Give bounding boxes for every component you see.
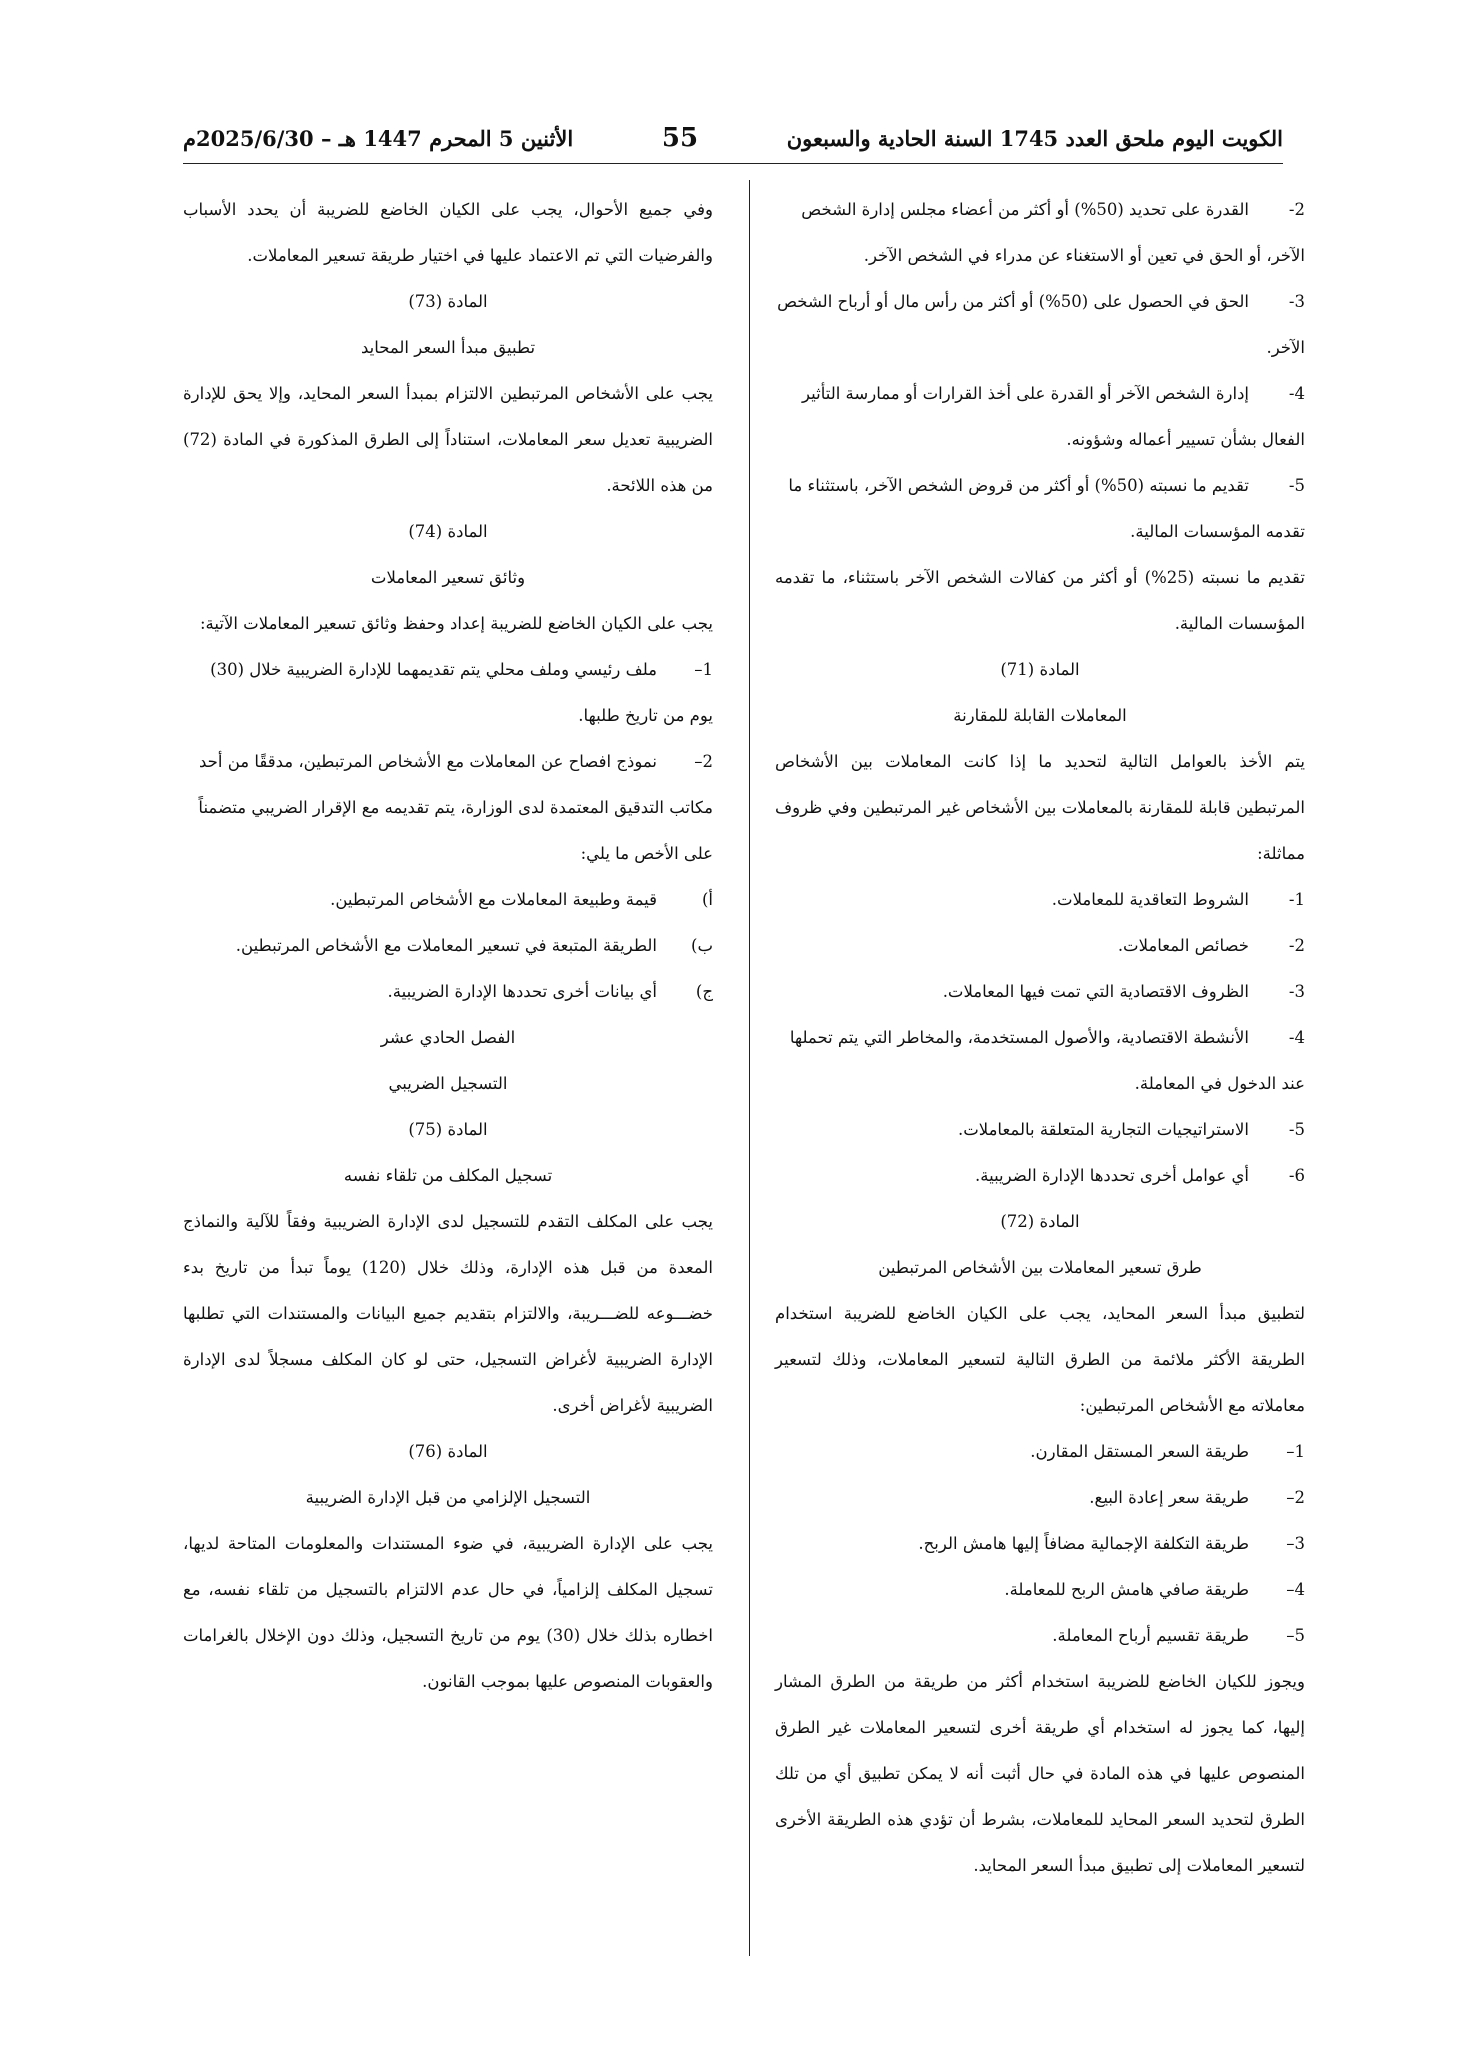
- right-column: [775, 187, 1305, 1889]
- page-header: [183, 118, 1283, 158]
- article-73-text: يجب على الأشخاص المرتبطين الالتزام بمبدأ السعر المحايد، وإلا يحق للإدارة الضريبية تعديل سعر المعاملات، استناداً إلى الطرق المذكورة في المادة (72) من هذه اللائحة.: [183, 384, 713, 495]
- article-73-heading: تطبيق مبدأ السعر المحايد: [360, 338, 536, 357]
- list-item: 6- أي عوامل أخرى تحددها الإدارة الضريبية.: [975, 1166, 1305, 1185]
- chapter-title: التسجيل الضريبي: [388, 1074, 508, 1093]
- list-item: 3- الظروف الاقتصادية التي تمت فيها المعاملات.: [942, 982, 1305, 1001]
- article-71-intro: يتم الأخذ بالعوامل التالية لتحديد ما إذا كانت المعاملات بين الأشخاص المرتبطين قابلة للمقارنة بالمعاملات بين الأشخاص غير المرتبطين وفي ظروف مماثلة:: [775, 752, 1305, 863]
- chapter-number: الفصل الحادي عشر: [380, 1028, 516, 1047]
- list-item: 5-تقديم ما نسبته (50%) أو أكثر من قروض الشخص الآخر، باستثناء ما تقدمه المؤسسات المالية.: [788, 476, 1305, 541]
- article-71-heading: المعاملات القابلة للمقارنة: [953, 706, 1127, 725]
- article-76-text: يجب على الإدارة الضريبية، في ضوء المستندات والمعلومات المتاحة لديها، تسجيل المكلف إلزامياً، في حال عدم الالتزام بالتسجيل من تلقاء نفسه، مع اخطاره بذلك خلال (30) يوم من تاريخ التسجيل، وذلك دون الإخلال بالغرامات والعقوبات المنصوص عليها بموجب القانون.: [183, 1534, 713, 1691]
- article-75-title: المادة (75): [408, 1120, 488, 1139]
- column-divider: [749, 180, 750, 1956]
- article-74-title: المادة (74): [408, 522, 488, 541]
- article-75-heading: تسجيل المكلف من تلقاء نفسه: [343, 1166, 553, 1185]
- list-item: 2–نموذج افصاح عن المعاملات مع الأشخاص المرتبطين، مدققًا من أحد مكاتب التدقيق المعتمدة لدى الوزارة، يتم تقديمه مع الإقرار الضريبي متضمناً على الأخص ما يلي:: [198, 752, 713, 863]
- article-75-text: يجب على المكلف التقدم للتسجيل لدى الإدارة الضريبية وفقاً للآلية والنماذج المعدة من قبل هذه الإدارة، وذلك خلال (120) يوماً تبدأ من تاريخ بدء خضـــوعه للضـــريبة، والالتزام بتقديم جميع البيانات والمستندات التي تطلبها الإدارة الضريبية لأغراض التسجيل، حتى لو كان المكلف مسجلاً لدى الإدارة الضريبية لأغراض أخرى.: [183, 1212, 714, 1415]
- list-item: 4-إدارة الشخص الآخر أو القدرة على أخذ القرارات أو ممارسة التأثير الفعال بشأن تسيير أعماله وشؤونه.: [802, 384, 1305, 449]
- issue-info: الكويت اليوم ملحق العدد 1745 السنة الحادية والسبعون: [786, 125, 1283, 151]
- list-item: 2-القدرة على تحديد (50%) أو أكثر من أعضاء مجلس إدارة الشخص الآخر، أو الحق في تعين أو الاستغناء عن مدراء في الشخص الآخر.: [801, 200, 1305, 265]
- list-item: 4– طريقة صافي هامش الربح للمعاملة.: [1004, 1580, 1305, 1599]
- article-74-intro: يجب على الكيان الخاضع للضريبة إعداد وحفظ وثائق تسعير المعاملات الآتية:: [199, 614, 713, 633]
- article-71-title: المادة (71): [1000, 660, 1080, 679]
- list-item: 1–ملف رئيسي وملف محلي يتم تقديمهما للإدارة الضريبية خلال (30) يوم من تاريخ طلبها.: [210, 660, 713, 725]
- header-rule: [183, 163, 1283, 164]
- article-74-heading: وثائق تسعير المعاملات: [370, 568, 526, 587]
- page-number: 55: [661, 123, 699, 153]
- sub-item: ج) أي بيانات أخرى تحددها الإدارة الضريبية.: [387, 982, 713, 1001]
- article-73-title: المادة (73): [408, 292, 488, 311]
- article-72-intro: لتطبيق مبدأ السعر المحايد، يجب على الكيان الخاضع للضريبة استخدام الطريقة الأكثر ملائمة من الطرق التالية لتسعير المعاملات، وذلك لتسعير معاملاته مع الأشخاص المرتبطين:: [775, 1304, 1305, 1415]
- list-item: 5- الاستراتيجيات التجارية المتعلقة بالمعاملات.: [957, 1120, 1305, 1139]
- list-item: 2- خصائص المعاملات.: [1117, 936, 1305, 955]
- list-item: 1- الشروط التعاقدية للمعاملات.: [1051, 890, 1305, 909]
- article-72-outro: ويجوز للكيان الخاضع للضريبة استخدام أكثر من طريقة من الطرق المشار إليها، كما يجوز له استخدام أي طريقة أخرى لتسعير المعاملات غير الطرق المنصوص عليها في هذه المادة في حال أثبت أنه لا يمكن تطبيق أي من تلك الطرق لتحديد السعر المحايد للمعاملات، بشرط أن تؤدي هذه الطريقة الأخرى لتسعير المعاملات إلى تطبيق مبدأ السعر المحايد.: [775, 1672, 1305, 1875]
- article-72-title: المادة (72): [1000, 1212, 1080, 1231]
- article-72-heading: طرق تسعير المعاملات بين الأشخاص المرتبطين: [878, 1258, 1202, 1277]
- list-item: 4-الأنشطة الاقتصادية، والأصول المستخدمة، والمخاطر التي يتم تحملها عند الدخول في المعاملة.: [789, 1028, 1305, 1093]
- article-76-heading: التسجيل الإلزامي من قبل الإدارة الضريبية: [305, 1488, 591, 1507]
- list-item: 5– طريقة تقسيم أرباح المعاملة.: [1052, 1626, 1305, 1645]
- list-item: 1– طريقة السعر المستقل المقارن.: [1030, 1442, 1305, 1461]
- left-column: [183, 187, 713, 1705]
- list-item: 3-الحق في الحصول على (50%) أو أكثر من رأس مال أو أرباح الشخص الآخر.: [777, 292, 1305, 357]
- paragraph: تقديم ما نسبته (25%) أو أكثر من كفالات الشخص الآخر باستثناء، ما تقدمه المؤسسات المالية.: [775, 568, 1305, 633]
- article-76-title: المادة (76): [408, 1442, 488, 1461]
- issue-date: الأثنين 5 المحرم 1447 هـ – 2025/6/30م: [183, 125, 574, 151]
- sub-item: أ) قيمة وطبيعة المعاملات مع الأشخاص المرتبطين.: [330, 890, 713, 909]
- paragraph: وفي جميع الأحوال، يجب على الكيان الخاضع للضريبة أن يحدد الأسباب والفرضيات التي تم الاعتماد عليها في اختيار طريقة تسعير المعاملات.: [183, 200, 713, 265]
- sub-item: ب) الطريقة المتبعة في تسعير المعاملات مع الأشخاص المرتبطين.: [235, 936, 713, 955]
- list-item: 3– طريقة التكلفة الإجمالية مضافاً إليها هامش الربح.: [918, 1534, 1305, 1553]
- list-item: 2– طريقة سعر إعادة البيع.: [1089, 1488, 1305, 1507]
